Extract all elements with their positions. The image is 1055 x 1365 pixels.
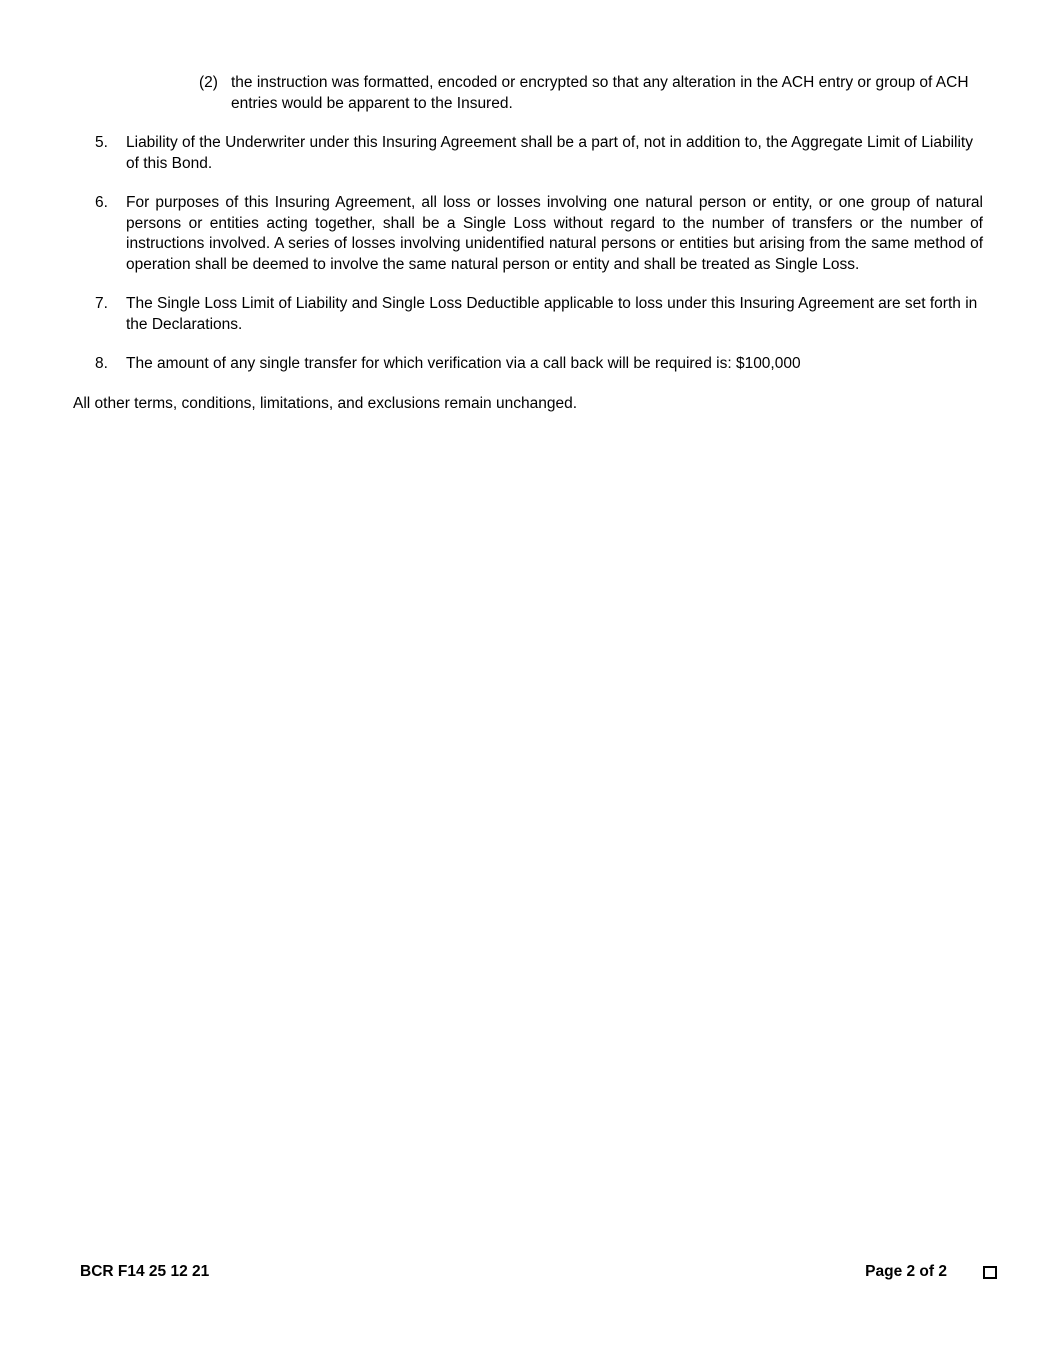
list-item-8 [95, 354, 983, 375]
sub-item-2-text: the instruction was formatted, encoded or encrypted so that any alteration in the ACH entry or group of ACH entries would be apparent to the Insured. [231, 74, 969, 112]
list-item-5-number: 5. [95, 134, 108, 151]
page-footer [0, 1262, 1055, 1283]
closing-statement-text: All other terms, conditions, limitations, and exclusions remain unchanged. [73, 394, 578, 412]
form-number: BCR F14 25 12 21 [80, 1263, 210, 1280]
list-item-6 [95, 193, 983, 275]
closing-statement [73, 394, 983, 415]
page-number-label: Page 2 of 2 [865, 1263, 947, 1280]
list-item-6-number: 6. [95, 194, 108, 211]
list-item-8-number: 8. [95, 355, 108, 372]
document-body [0, 0, 1055, 414]
list-item-7-text: The Single Loss Limit of Liability and Single Loss Deductible applicable to loss under this Insuring Agreement are set forth in the Declarations. [126, 295, 978, 333]
sub-item-2 [199, 73, 983, 114]
list-item-6-text: For purposes of this Insuring Agreement, all loss or losses involving one natural person or entity, or one group of natural persons or entities acting together, shall be a Single Loss without regard to the number of transfers or the number of instructions involved. A series of losses involving unidentified natural persons or entities but arising from the same method of operation shall be deemed to involve the same natural person or entity and shall be treated as Single Loss. [126, 194, 983, 273]
list-item-5-text: Liability of the Underwriter under this Insuring Agreement shall be a part of, not in addition to, the Aggregate Limit of Liability of this Bond. [126, 134, 973, 172]
sub-item-2-label: (2) [199, 74, 218, 91]
list-item-5 [95, 133, 983, 174]
list-item-7 [95, 294, 983, 335]
list-item-8-text: The amount of any single transfer for which verification via a call back will be required is: $100,000 [126, 355, 801, 372]
list-item-7-number: 7. [95, 295, 108, 312]
empty-checkbox-icon [983, 1266, 997, 1279]
